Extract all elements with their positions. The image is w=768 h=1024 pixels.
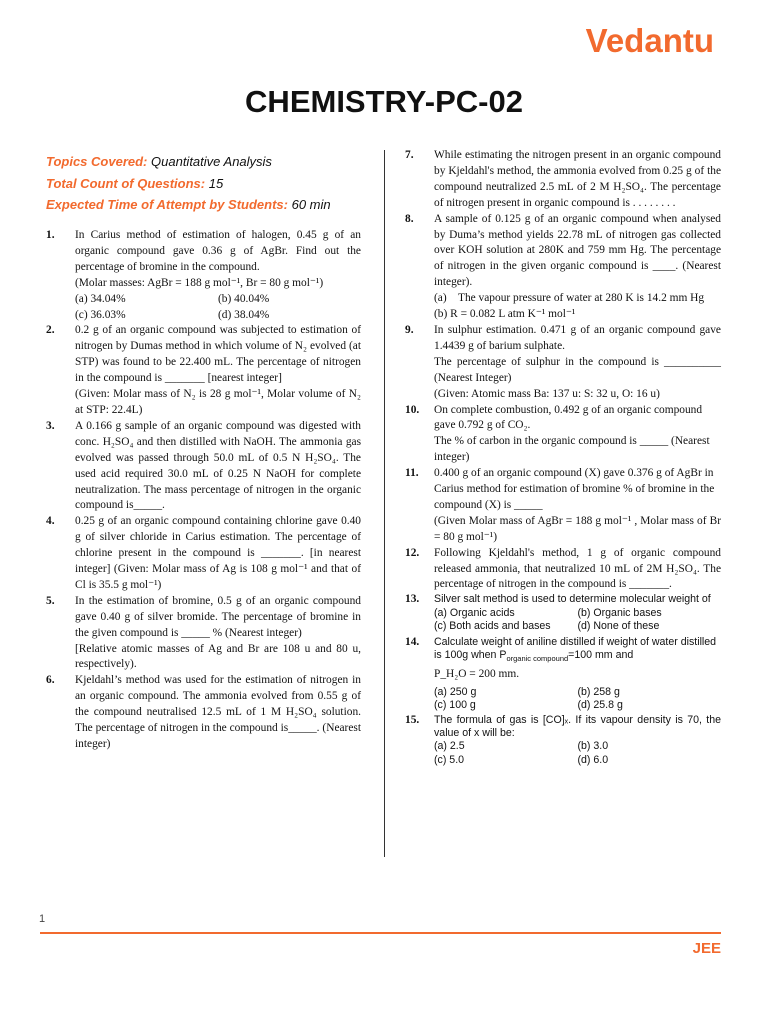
- options: [434, 686, 721, 712]
- question-5: [46, 594, 361, 674]
- question-text: Calculate weight of aniline distilled if weight of water distilled is 100g when P: [434, 635, 717, 662]
- question-text-tail: =100 mm and: [568, 649, 634, 662]
- count-label: Total Count of Questions:: [46, 175, 206, 191]
- options: [434, 740, 721, 766]
- time-label: Expected Time of Attempt by Students:: [46, 197, 288, 212]
- time-value: 60 min: [291, 197, 331, 212]
- question-11: [405, 466, 721, 546]
- question-number: 5.: [46, 594, 55, 607]
- question-note: (Given: Atomic mass Ba: 137 u: S: 32 u, O: 16 u): [434, 387, 660, 400]
- question-number: 2.: [46, 324, 55, 337]
- question-7: [405, 148, 721, 212]
- subscript-organic: organic compound: [506, 654, 569, 664]
- question-1: [46, 228, 361, 323]
- question-number: 4.: [46, 515, 55, 528]
- question-text-cont: The percentage of sulphur in the compound is __________ (Nearest Integer): [434, 355, 721, 384]
- column-divider: [384, 150, 385, 857]
- question-3: [46, 419, 361, 514]
- question-note: (Molar masses: AgBr = 188 g mol⁻¹, Br = 80 g mol⁻¹): [75, 276, 324, 289]
- option-a: (a) Organic acids: [434, 606, 515, 619]
- question-4: [46, 514, 361, 594]
- question-note: (Given Molar mass of AgBr = 188 g mol⁻¹ , Molar mass of Br = 80 g mol⁻¹): [434, 514, 721, 543]
- question-text: A sample of 0.125 g of an organic compound when analysed by Duma’s method yields 22.78 mL of nitrogen gas collected over KOH solution at 280K and 759 mm Hg. The percentage of nitrogen in the given organic compound is ____. (Nearest integer).: [434, 212, 721, 289]
- options: [75, 292, 361, 324]
- option-c: (c) 36.03%: [75, 308, 126, 321]
- question-2: [46, 323, 361, 418]
- question-text: While estimating the nitrogen present in an organic compound by Kjeldahl's method, the ammonia evolved from 0.25 g of the compound neutralized 2.5 mL of 2 M H₂SO₄. The percentage of nitrogen present in organic compound is . . . . . . . .: [434, 149, 721, 209]
- page-title: CHEMISTRY-PC-02: [245, 84, 523, 119]
- option-c: (c) 5.0: [434, 753, 465, 766]
- question-number: 14.: [405, 635, 420, 648]
- question-number: 13.: [405, 593, 420, 606]
- question-6: [46, 673, 361, 753]
- count-value: 15: [208, 175, 224, 191]
- question-number: 15.: [405, 714, 420, 726]
- question-text: The formula of gas is [CO]ₓ. If its vapour density is 70, the value of x will be:: [434, 714, 721, 740]
- question-number: 7.: [405, 149, 414, 161]
- question-12: [405, 546, 721, 594]
- question-number: 9.: [405, 323, 414, 336]
- sub-point-a: [434, 291, 721, 307]
- option-c: (c) Both acids and bases: [434, 619, 551, 632]
- option-a: (a) 250 g: [434, 685, 477, 698]
- option-b: (b) 40.04%: [218, 292, 270, 305]
- question-text: Kjeldahl’s method was used for the estimation of nitrogen in an organic compound. The ammonia evolved from 0.55 g of the compound neutralised 12.5 mL of 1 M H₂SO₄ solution. The percentage of nitrogen in the compound is_____. (Nearest integer): [75, 674, 361, 750]
- question-number: 1.: [46, 229, 55, 241]
- question-13: [405, 593, 721, 633]
- page-number: 1: [39, 913, 46, 925]
- question-15: [405, 714, 721, 767]
- option-c: (c) 100 g: [434, 698, 476, 711]
- question-number: 8.: [405, 212, 414, 225]
- sub-point-b: (b) R = 0.082 L atm K⁻¹ mol⁻¹: [434, 308, 576, 321]
- question-10: [405, 403, 721, 467]
- question-number: 6.: [46, 674, 55, 687]
- footer-line: [40, 932, 721, 934]
- question-text: 0.25 g of an organic compound containing chlorine gave 0.40 g of silver chloride in Carius estimation. The percentage of chlorine present in the compound is _______. [in nearest integer] (Given: Molar mass of Ag is 108 g mol⁻¹ and that of Cl is 35.5 g mol⁻¹): [75, 515, 361, 591]
- options: [434, 607, 721, 633]
- question-note: [Relative atomic masses of Ag and Br are 108 u and 80 u, respectively).: [75, 642, 361, 671]
- vedantu-logo: Vedantu: [585, 22, 714, 59]
- question-note: (Given: Molar mass of N₂ is 28 g mol⁻¹, Molar volume of N₂ at STP: 22.4L): [75, 388, 361, 416]
- question-text: Silver salt method is used to determine molecular weight of: [434, 593, 711, 606]
- question-text: 0.400 g of an organic compound (X) gave 0.376 g of AgBr in Carius method for estimation of bromine % of bromine in the compound (X) is _____: [434, 467, 715, 511]
- meta-block: Topics Covered: Quantitative Analysis Total Count of Questions: 15 Expected Time of Attempt by Students: 60 min: [46, 154, 331, 212]
- question-number: 3.: [46, 419, 55, 432]
- option-b: (b) Organic bases: [577, 606, 662, 619]
- question-text: A 0.166 g sample of an organic compound was digested with conc. H₂SO₄ and then distilled with NaOH. The ammonia gas evolved was passed through 50.0 mL of 0.5 N H₂SO₄. The used acid required 30.0 mL of 0.25 N NaOH for complete neutralization. The mass percentage of nitrogen in the organic compound is_____.: [75, 419, 361, 512]
- footer-tag: JEE: [692, 940, 721, 957]
- option-d: (d) 6.0: [577, 753, 609, 766]
- sub-text: The vapour pressure of water at 280 K is 14.2 mm Hg: [458, 292, 705, 305]
- question-text: In Carius method of estimation of halogen, 0.45 g of an organic compound gave 0.36 g of AgBr. Find out the percentage of bromine in the compound.: [75, 229, 361, 273]
- option-a: (a) 34.04%: [75, 292, 126, 305]
- question-number: 10.: [405, 403, 420, 416]
- question-text: In sulphur estimation. 0.471 g of an organic compound gave 1.4439 g of barium sulphate.: [434, 323, 721, 352]
- question-14: [405, 636, 721, 712]
- question-text: On complete combustion, 0.492 g of an organic compound gave 0.792 g of CO₂.: [434, 403, 703, 432]
- option-d: (d) None of these: [577, 619, 660, 632]
- left-column: [46, 228, 361, 753]
- question-number: 11.: [405, 467, 419, 480]
- option-d: (d) 25.8 g: [577, 698, 623, 711]
- question-text-cont: The % of carbon in the organic compound is _____ (Nearest integer): [434, 435, 710, 464]
- option-d: (d) 38.04%: [218, 308, 270, 321]
- question-text: In the estimation of bromine, 0.5 g of an organic compound gave 0.40 g of silver bromide. The percentage of bromine in the given compound is _____ % (Nearest integer): [75, 594, 361, 639]
- pressure-line: P_H₂O = 200 mm.: [434, 668, 520, 681]
- option-b: (b) 3.0: [577, 740, 609, 753]
- option-b: (b) 258 g: [577, 685, 620, 698]
- question-text: 0.2 g of an organic compound was subjected to estimation of nitrogen by Dumas method in which volume of N₂ evolved (at STP) was found to be 22.400 mL. The percentage of nitrogen in the compound is _______ [nearest integer]: [75, 324, 361, 385]
- sub-label: (a): [434, 292, 447, 305]
- question-text: Following Kjeldahl's method, 1 g of organic compound released ammonia, that neutralized 10 mL of 2M H₂SO₄. The percentage of nitrogen in the compound is _______.: [434, 546, 721, 591]
- topics-label: Topics Covered: [46, 154, 144, 169]
- question-9: [405, 323, 721, 403]
- question-8: [405, 212, 721, 323]
- question-number: 12.: [405, 546, 420, 559]
- right-column: [405, 148, 721, 767]
- topics-value: Quantitative Analysis: [151, 154, 272, 169]
- option-a: (a) 2.5: [434, 740, 465, 753]
